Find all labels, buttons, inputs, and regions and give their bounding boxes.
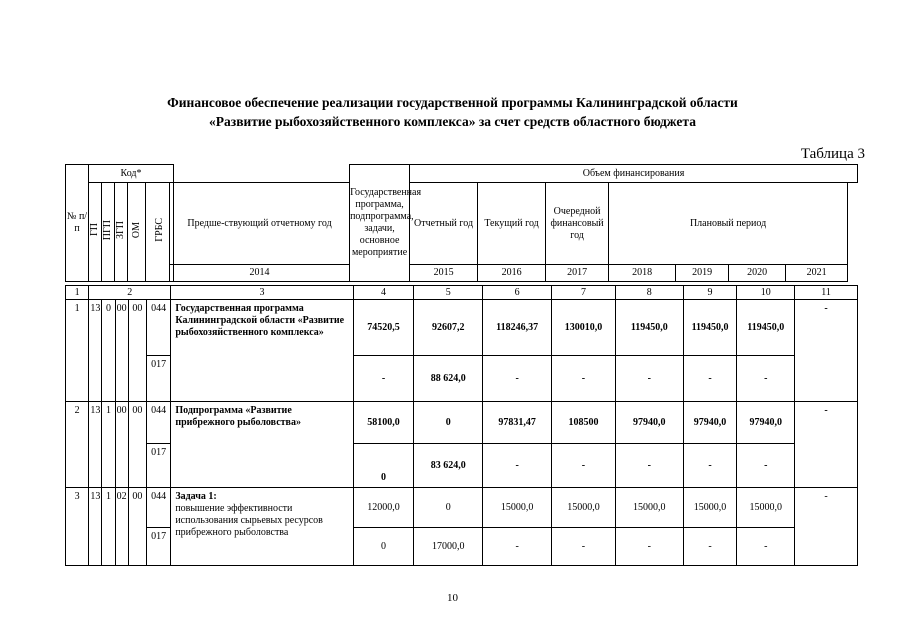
year-cell: 2018 (609, 265, 676, 282)
code-grbs: 017 (146, 356, 170, 402)
code-zgp: 00 (115, 402, 128, 488)
col-current-year-header: Текущий год (478, 183, 546, 265)
value-cell: 15000,0 (483, 488, 552, 528)
value-cell: 0 (414, 402, 483, 444)
value-cell: 97940,0 (615, 402, 683, 444)
page-number: 10 (447, 592, 458, 604)
code-gp: 13 (89, 488, 102, 566)
value-cell: 83 624,0 (414, 444, 483, 488)
col-program-header: Государственная программа, подпрограмма, задачи, основное мероприятие (350, 165, 410, 282)
code-grbs: 044 (146, 300, 170, 356)
value-cell: 0 (353, 528, 414, 566)
year-cell: 2015 (410, 265, 478, 282)
table-row (66, 402, 858, 444)
value-cell: 15000,0 (615, 488, 683, 528)
document-title-line-2: «Развитие рыбохозяйственного комплекса» за счет средств областного бюджета (209, 114, 696, 129)
value-cell: - (353, 356, 414, 402)
code-zgp: 02 (115, 488, 128, 566)
table-row (66, 488, 858, 528)
program-name: Подпрограмма «Развитие прибрежного рыболовства» (171, 402, 353, 488)
table-label: Таблица 3 (800, 146, 865, 162)
value-cell: - (615, 528, 683, 566)
code-pgp: 1 (102, 488, 115, 566)
col-number: 5 (414, 286, 483, 300)
col-report-year-header: Отчетный год (410, 183, 478, 265)
program-name: Государственная программа Калининградской области «Развитие рыбохозяйственного комплекса» (171, 300, 353, 402)
value-cell: - (552, 444, 616, 488)
value-cell: 74520,5 (353, 300, 414, 356)
value-cell: - (683, 444, 737, 488)
value-cell: 97831,47 (483, 402, 552, 444)
value-cell: 108500 (552, 402, 616, 444)
value-cell: 119450,0 (737, 300, 795, 356)
code-col-zgp: ЗГП (115, 220, 126, 239)
value-cell: - (483, 528, 552, 566)
code-pgp: 0 (102, 300, 115, 402)
col-number: 10 (737, 286, 795, 300)
col-number: 1 (66, 286, 89, 300)
value-cell: 58100,0 (353, 402, 414, 444)
value-cell: - (615, 444, 683, 488)
col-next-year-header: Очередной финансовый год (546, 183, 609, 265)
code-om: 00 (128, 300, 146, 402)
value-cell: - (683, 356, 737, 402)
col-num-header: № п/п (66, 165, 89, 282)
code-grbs: 044 (146, 488, 170, 528)
year-cell: 2021 (786, 265, 848, 282)
value-cell: - (552, 356, 616, 402)
code-gp: 13 (89, 402, 102, 488)
table-row (66, 300, 858, 356)
code-grbs: 017 (146, 528, 170, 566)
col-number: 4 (353, 286, 414, 300)
col-financing-header: Объем финансирования (410, 165, 858, 183)
value-cell: - (615, 356, 683, 402)
value-cell: 0 (414, 488, 483, 528)
row-number: 1 (66, 300, 89, 402)
value-cell: - (483, 444, 552, 488)
value-cell: 119450,0 (615, 300, 683, 356)
value-cell: 15000,0 (552, 488, 616, 528)
value-cell: 130010,0 (552, 300, 616, 356)
value-cell: 92607,2 (414, 300, 483, 356)
task-description: повышение эффективности использования сырьевых ресурсов прибрежного рыболовства (175, 503, 323, 538)
value-cell: - (683, 528, 737, 566)
column-number-row (66, 286, 858, 300)
code-om: 00 (128, 488, 146, 566)
value-cell: - (737, 444, 795, 488)
value-cell: 97940,0 (737, 402, 795, 444)
row-number: 3 (66, 488, 89, 566)
value-cell: 119450,0 (683, 300, 737, 356)
row-number: 2 (66, 402, 89, 488)
value-cell-2021: - (795, 402, 858, 488)
code-col-pgp: ПГП (102, 219, 113, 241)
code-header-title: Код* (89, 165, 174, 183)
financing-table-header (65, 164, 858, 282)
value-cell: - (737, 356, 795, 402)
document-title-line-1: Финансовое обеспечение реализации государственной программы Калининградской области (167, 95, 738, 110)
code-gp: 13 (89, 300, 102, 402)
value-cell: 88 624,0 (414, 356, 483, 402)
value-cell-2021: - (795, 300, 858, 402)
value-cell: 15000,0 (737, 488, 795, 528)
code-pgp: 1 (102, 402, 115, 488)
task-title: Задача 1: (175, 491, 217, 502)
code-header (88, 164, 174, 282)
col-number: 11 (795, 286, 858, 300)
value-cell: - (737, 528, 795, 566)
value-cell: - (483, 356, 552, 402)
year-cell: 2016 (478, 265, 546, 282)
task-cell (171, 488, 353, 566)
year-cell: 2017 (546, 265, 609, 282)
value-cell: 12000,0 (353, 488, 414, 528)
col-planned-period-header: Плановый период (609, 183, 848, 265)
col-number: 9 (683, 286, 737, 300)
col-number: 2 (89, 286, 171, 300)
code-grbs: 044 (146, 402, 170, 444)
col-number: 8 (615, 286, 683, 300)
year-cell: 2020 (729, 265, 786, 282)
col-number: 3 (171, 286, 353, 300)
code-zgp: 00 (115, 300, 128, 402)
value-cell: - (552, 528, 616, 566)
code-col-grbs: ГРБС (153, 218, 165, 242)
col-number: 7 (552, 286, 616, 300)
code-om: 00 (128, 402, 146, 488)
code-col-om: ОМ (130, 221, 142, 239)
value-cell: 118246,37 (483, 300, 552, 356)
financing-table-body (65, 285, 858, 566)
value-cell: 97940,0 (683, 402, 737, 444)
code-col-gp: ГП (89, 223, 100, 237)
year-cell: 2019 (676, 265, 729, 282)
year-cell: 2014 (170, 265, 350, 282)
col-number: 6 (483, 286, 552, 300)
value-cell: 0 (353, 444, 414, 488)
value-cell: 15000,0 (683, 488, 737, 528)
value-cell: 17000,0 (414, 528, 483, 566)
code-grbs: 017 (146, 444, 170, 488)
col-prev-year-header: Предше-ствующий отчетному год (170, 183, 350, 265)
value-cell-2021: - (795, 488, 858, 566)
